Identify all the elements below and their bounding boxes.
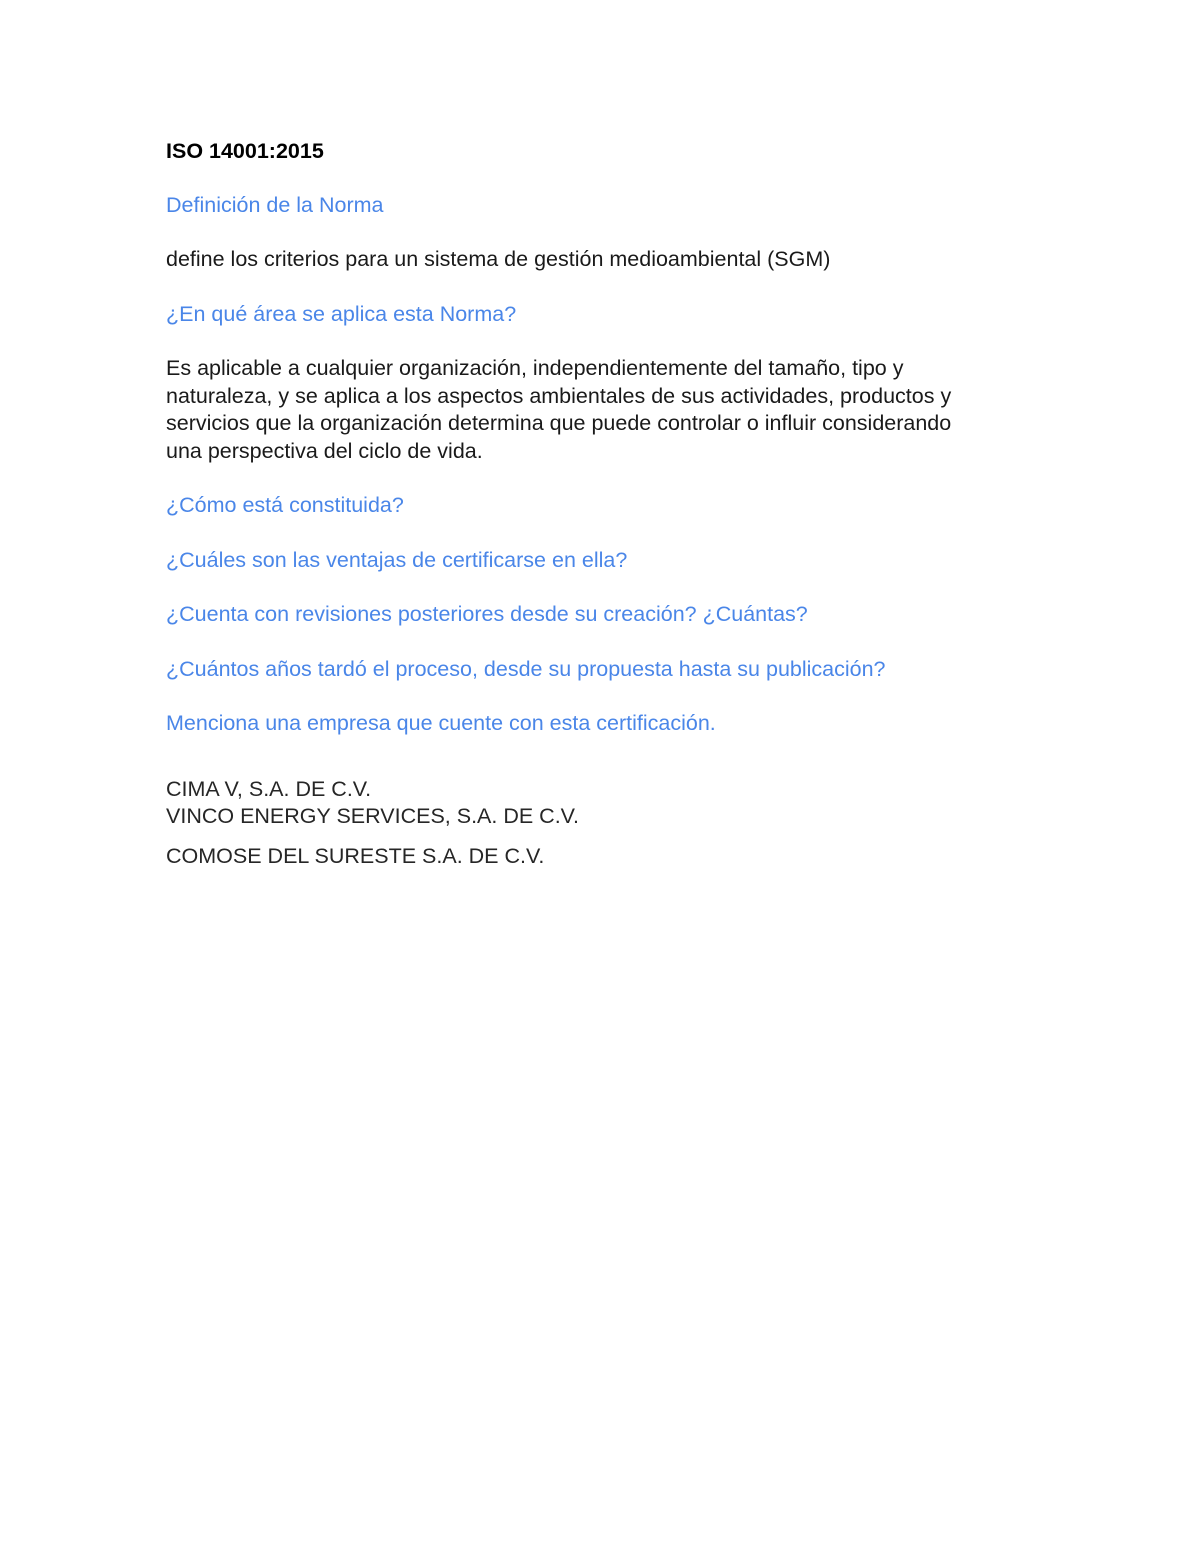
company-item: COMOSE DEL SURESTE S.A. DE C.V. <box>166 843 545 868</box>
question-advantages: ¿Cuáles son las ventajas de certificarse en ella? <box>166 547 628 572</box>
document-title: ISO 14001:2015 <box>166 139 324 163</box>
company-list <box>166 776 1046 871</box>
answer-definition: define los criterios para un sistema de gestión medioambiental (SGM) <box>166 247 831 271</box>
answer-line: naturaleza, y se aplica a los aspectos ambientales de sus actividades, productos y <box>166 383 952 408</box>
company-item: CIMA V, S.A. DE C.V. <box>166 776 372 801</box>
answer-line: servicios que la organización determina que puede controlar o influir considerando <box>166 411 952 435</box>
question-application-area: ¿En qué área se aplica esta Norma? <box>166 301 517 326</box>
answer-application-area <box>166 355 1046 465</box>
company-item: VINCO ENERGY SERVICES, S.A. DE C.V. <box>166 804 580 828</box>
question-definition: Definición de la Norma <box>166 192 384 217</box>
answer-line: una perspectiva del ciclo de vida. <box>166 438 483 463</box>
answer-line: Es aplicable a cualquier organización, independientemente del tamaño, tipo y <box>166 356 904 380</box>
question-constitution: ¿Cómo está constituida? <box>166 493 404 517</box>
question-process-years: ¿Cuántos años tardó el proceso, desde su propuesta hasta su publicación? <box>166 656 886 681</box>
question-company: Menciona una empresa que cuente con esta certificación. <box>166 711 716 735</box>
question-revisions: ¿Cuenta con revisiones posteriores desde su creación? ¿Cuántas? <box>166 602 808 626</box>
document-content <box>166 138 1046 870</box>
